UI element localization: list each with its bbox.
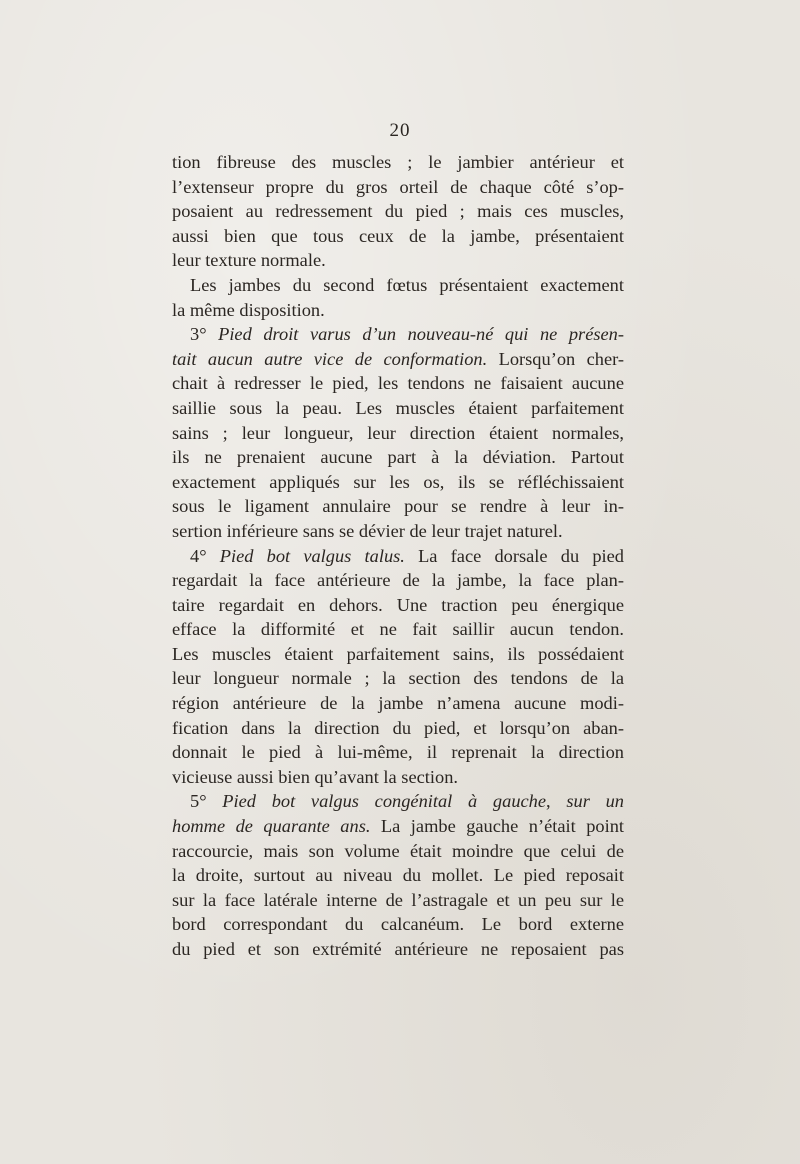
text-line [172, 470, 624, 495]
italic-text: Pied bot valgus talus. [219, 545, 405, 566]
text-line [172, 421, 624, 446]
text-run: taire regardait en dehors. Une traction peu énergique [172, 594, 624, 615]
italic-text: tait aucun autre vice de conformation. [172, 348, 488, 369]
text-run: exactement appliqués sur les os, ils se réfléchissaient [172, 471, 624, 492]
text-run: leur texture normale. [172, 250, 326, 271]
text-line [172, 199, 624, 224]
text-line [172, 593, 624, 618]
text-line [172, 544, 624, 569]
text-line [172, 494, 624, 519]
text-run: du pied et son extrémité antérieure ne reposaient pas [172, 939, 624, 959]
text-run: Lorsqu’on cher- [487, 348, 624, 369]
text-line [172, 371, 624, 396]
text-run: donnait le pied à lui-même, il reprenait la direction [172, 742, 624, 763]
text-run: posaient au redressement du pied ; mais ces muscles, [172, 201, 624, 222]
italic-text: sur un [566, 791, 624, 812]
text-line [172, 445, 624, 470]
text-run: fication dans la direction du pied, et lorsqu’on aban- [172, 717, 624, 738]
text-run: chait à redresser le pied, les tendons ne faisaient aucune [172, 373, 624, 394]
text-line [172, 298, 624, 323]
body-text [172, 150, 624, 962]
text-run: tion fibreuse des muscles ; le jambier antérieur et [172, 152, 624, 172]
text-line [172, 716, 624, 741]
text-line [172, 839, 624, 864]
text-run: La jambe gauche n’était point [370, 816, 624, 837]
text-run: Les muscles étaient parfaitement sains, ils possédaient [172, 643, 624, 664]
text-line [172, 224, 624, 249]
text-run: Les jambes du second fœtus présentaient exactement [190, 274, 624, 295]
text-line [172, 396, 624, 421]
text-line [172, 691, 624, 716]
text-run: 4° [190, 545, 220, 566]
text-run: vicieuse aussi bien qu’avant la section. [172, 766, 458, 787]
text-line [172, 273, 624, 298]
italic-text: Pied droit varus d’un nouveau-né qui ne présen- [218, 324, 624, 345]
text-line [172, 765, 624, 790]
text-run: ils ne prenaient aucune part à la déviation. Partout [172, 447, 624, 468]
text-line [172, 519, 624, 544]
text-run: leur longueur normale ; la section des tendons de la [172, 668, 624, 689]
text-line [172, 248, 624, 273]
text-run: sains ; leur longueur, leur direction étaient normales, [172, 422, 624, 443]
text-line [172, 888, 624, 913]
text-run: raccourcie, mais son volume était moindre que celui de [172, 840, 624, 861]
text-line [172, 568, 624, 593]
text-line [172, 863, 624, 888]
text-line [172, 789, 624, 814]
text-run: La face dorsale du pied [404, 545, 624, 566]
text-line [172, 740, 624, 765]
text-run: sertion inférieure sans se dévier de leur trajet naturel. [172, 520, 563, 541]
text-line [172, 175, 624, 200]
text-line [172, 150, 624, 175]
text-run: 5° [190, 791, 223, 812]
text-line [172, 937, 624, 962]
text-run: 3° [190, 324, 219, 345]
page-number: 20 [389, 120, 411, 141]
text-run: aussi bien que tous ceux de la jambe, présentaient [172, 225, 624, 246]
italic-text: Pied bot valgus congénital à gauche [222, 791, 547, 812]
italic-text: homme de quarante ans. [172, 816, 371, 837]
text-line [172, 666, 624, 691]
text-run: l’extenseur propre du gros orteil de chaque côté s’op- [172, 176, 624, 197]
text-run: regardait la face antérieure de la jambe, la face plan- [172, 570, 624, 591]
text-run: efface la difformité et ne fait saillir aucun tendon. [172, 619, 624, 640]
text-run: sous le ligament annulaire pour se rendre à leur in- [172, 496, 624, 517]
text-run: , [546, 791, 567, 812]
text-line [172, 642, 624, 667]
text-line [172, 912, 624, 937]
text-line [172, 814, 624, 839]
text-run: sur la face latérale interne de l’astragale et un peu sur le [172, 889, 624, 910]
text-line [172, 347, 624, 372]
text-run: la droite, surtout au niveau du mollet. Le pied reposait [172, 865, 624, 886]
text-run: la même disposition. [172, 299, 325, 320]
text-run: bord correspondant du calcanéum. Le bord externe [172, 914, 624, 935]
text-line [172, 617, 624, 642]
text-run: région antérieure de la jambe n’amena aucune modi- [172, 693, 624, 714]
text-line [172, 322, 624, 347]
text-run: saillie sous la peau. Les muscles étaient parfaitement [172, 397, 624, 418]
